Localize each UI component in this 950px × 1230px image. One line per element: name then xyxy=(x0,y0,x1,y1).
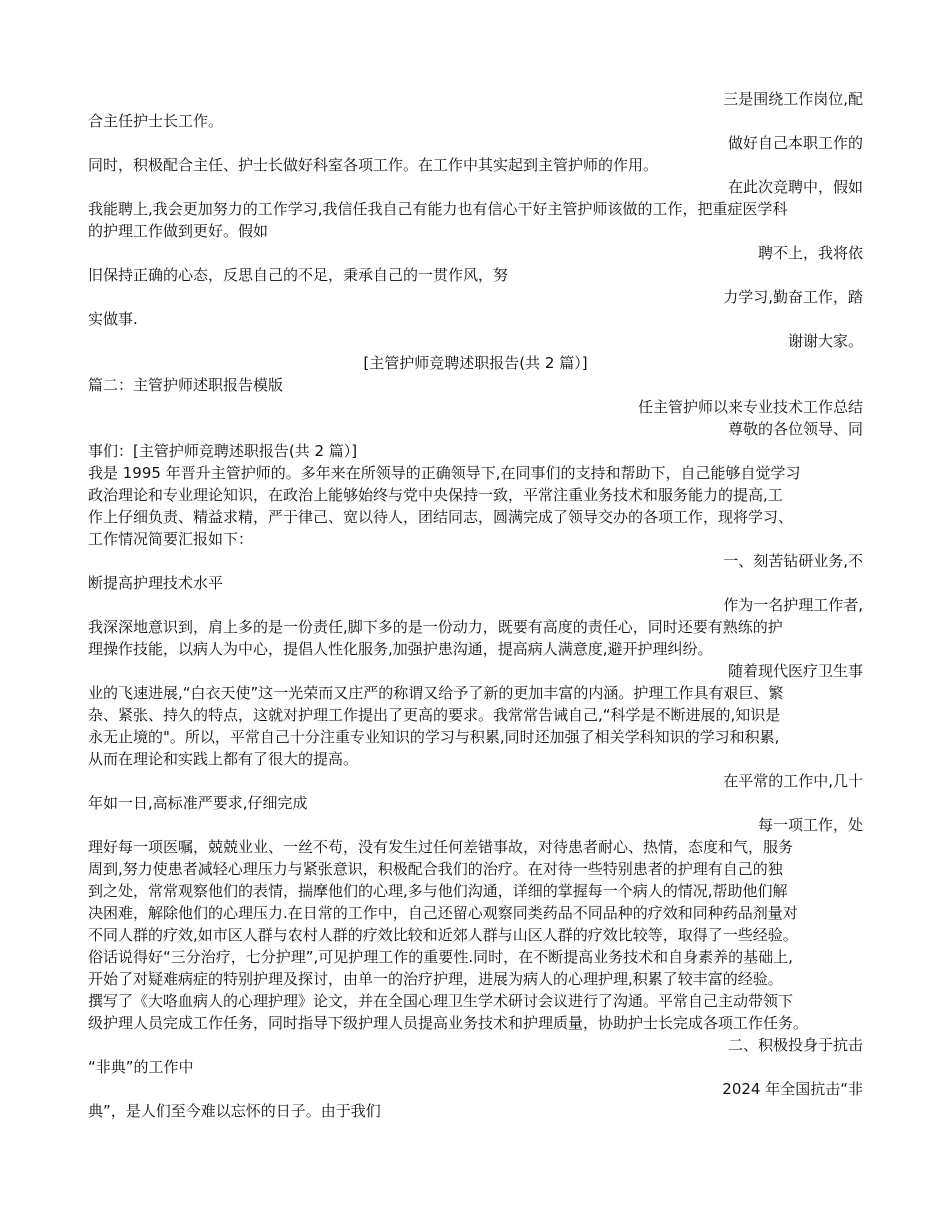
text-line: 2024 年全国抗击“非 xyxy=(722,1080,863,1098)
text-line: 篇二：主管护师述职报告模版 xyxy=(88,376,284,394)
text-line: 撰写了《大咯血病人的心理护理》论文，并在全国心理卫生学术研讨会议进行了沟通。平常自己主动带领下 xyxy=(88,992,794,1010)
text-line: 决困难，解除他们的心理压力.在日常的工作中，自己还留心观察同类药品不同品种的疗效和同种药品剂量对 xyxy=(88,904,798,922)
document-body xyxy=(88,88,863,1122)
text-line: 作为一名护理工作者, xyxy=(723,596,863,614)
text-line: 每一项工作，处 xyxy=(757,816,863,834)
text-line: 旧保持正确的心态，反思自己的不足，秉承自己的一贯作风，努 xyxy=(88,266,509,284)
text-line: 理操作技能，以病人为中心，提倡人性化服务,加强护患沟通，提高病人满意度,避开护理纠纷。 xyxy=(88,640,713,658)
text-line: 断提高护理技术水平 xyxy=(88,574,224,592)
text-line: 做好自己本职工作的 xyxy=(727,134,863,152)
text-line: 力学习,勤奋工作，踏 xyxy=(723,288,863,306)
text-line: [主管护师竞聘述职报告(共 2 篇）] xyxy=(363,354,588,372)
text-line: 典”，是人们至今难以忘怀的日子。由于我们 xyxy=(88,1102,381,1120)
text-line: 一、刻苦钻研业务,不 xyxy=(723,552,863,570)
text-line: 到之处，常常观察他们的表情，揣摩他们的心理,多与他们沟通，详细的掌握每一个病人的情况,帮助他们解 xyxy=(88,882,788,900)
text-line: 俗话说得好“三分治疗，七分护理”,可见护理工作的重要性.同时，在不断提高业务技术和自身素养的基础上, xyxy=(88,948,793,966)
text-line: 二、积极投身于抗击 xyxy=(727,1036,863,1054)
text-line: 尊敬的各位领导、同 xyxy=(727,420,863,438)
text-line: 开始了对疑难病症的特别护理及探讨，由单一的治疗护理，进展为病人的心理护理,积累了较丰富的经验。 xyxy=(88,970,783,988)
text-line: 级护理人员完成工作任务，同时指导下级护理人员提高业务技术和护理质量，协助护士长完成各项工作任务。 xyxy=(88,1014,809,1032)
text-line: 永无止境的"。所以，平常自己十分注重专业知识的学习与积累,同时还加强了相关学科知识的学习和积累, xyxy=(88,728,780,746)
text-line: 理好每一项医嘱，兢兢业业、一丝不苟，没有发生过任何差错事故，对待患者耐心、热情，态度和气，服务 xyxy=(88,838,794,856)
text-line: 谢谢大家。 xyxy=(787,332,863,350)
text-line: 周到,努力使患者减轻心理压力与紧张意识，积极配合我们的治疗。在对待一些特别患者的护理有自己的独 xyxy=(88,860,783,878)
text-line: 同时，积极配合主任、护士长做好科室各项工作。在工作中其实起到主管护师的作用。 xyxy=(88,156,659,174)
text-line: 从而在理论和实践上都有了很大的提高。 xyxy=(88,750,359,768)
text-line: 的护理工作做到更好。假如 xyxy=(88,222,269,240)
text-line: 实做事. xyxy=(88,310,138,328)
text-line: 我深深地意识到，肩上多的是一份责任,脚下多的是一份动力，既要有高度的责任心，同时还要有熟练的护 xyxy=(88,618,783,636)
text-line: 我是 1995 年晋升主管护师的。多年来在所领导的正确领导下,在同事们的支持和帮助下，自己能够自觉学习 xyxy=(88,464,801,482)
text-line: 合主任护士长工作。 xyxy=(88,112,224,130)
text-line: “非典”的工作中 xyxy=(88,1058,194,1076)
text-line: 不同人群的疗效,如市区人群与农村人群的疗效比较和近郊人群与山区人群的疗效比较等，取得了一些经验。 xyxy=(88,926,798,944)
text-line: 我能聘上,我会更加努力的工作学习,我信任我自己有能力也有信心干好主管护师该做的工作，把重症医学科 xyxy=(88,200,788,218)
text-line: 三是围绕工作岗位,配 xyxy=(723,90,863,108)
text-line: 工作情况简要汇报如下： xyxy=(88,530,254,548)
text-line: 业的飞速进展,“白衣天使”这一光荣而又庄严的称谓又给予了新的更加丰富的内涵。护理工作具有艰巨、繁 xyxy=(88,684,784,702)
text-line: 在平常的工作中,几十 xyxy=(723,772,863,790)
text-line: 聘不上，我将依 xyxy=(757,244,863,262)
text-line: 政治理论和专业理论知识，在政治上能够始终与党中央保持一致，平常注重业务技术和服务能力的提高,工 xyxy=(88,486,783,504)
text-line: 随着现代医疗卫生事 xyxy=(727,662,863,680)
text-line: 任主管护师以来专业技术工作总结 xyxy=(637,398,863,416)
text-line: 年如一日,高标准严要求,仔细完成 xyxy=(88,794,308,812)
text-line: 作上仔细负责、精益求精，严于律己、宽以待人，团结同志，圆满完成了领导交办的各项工作，现将学习、 xyxy=(88,508,794,526)
text-line: 在此次竞聘中，假如 xyxy=(727,178,863,196)
text-line: 事们：[主管护师竞聘述职报告(共 2 篇）] xyxy=(88,442,358,460)
text-line: 杂、紧张、持久的特点，这就对护理工作提出了更高的要求。我常常告诫自己,“科学是不断进展的,知识是 xyxy=(88,706,781,724)
